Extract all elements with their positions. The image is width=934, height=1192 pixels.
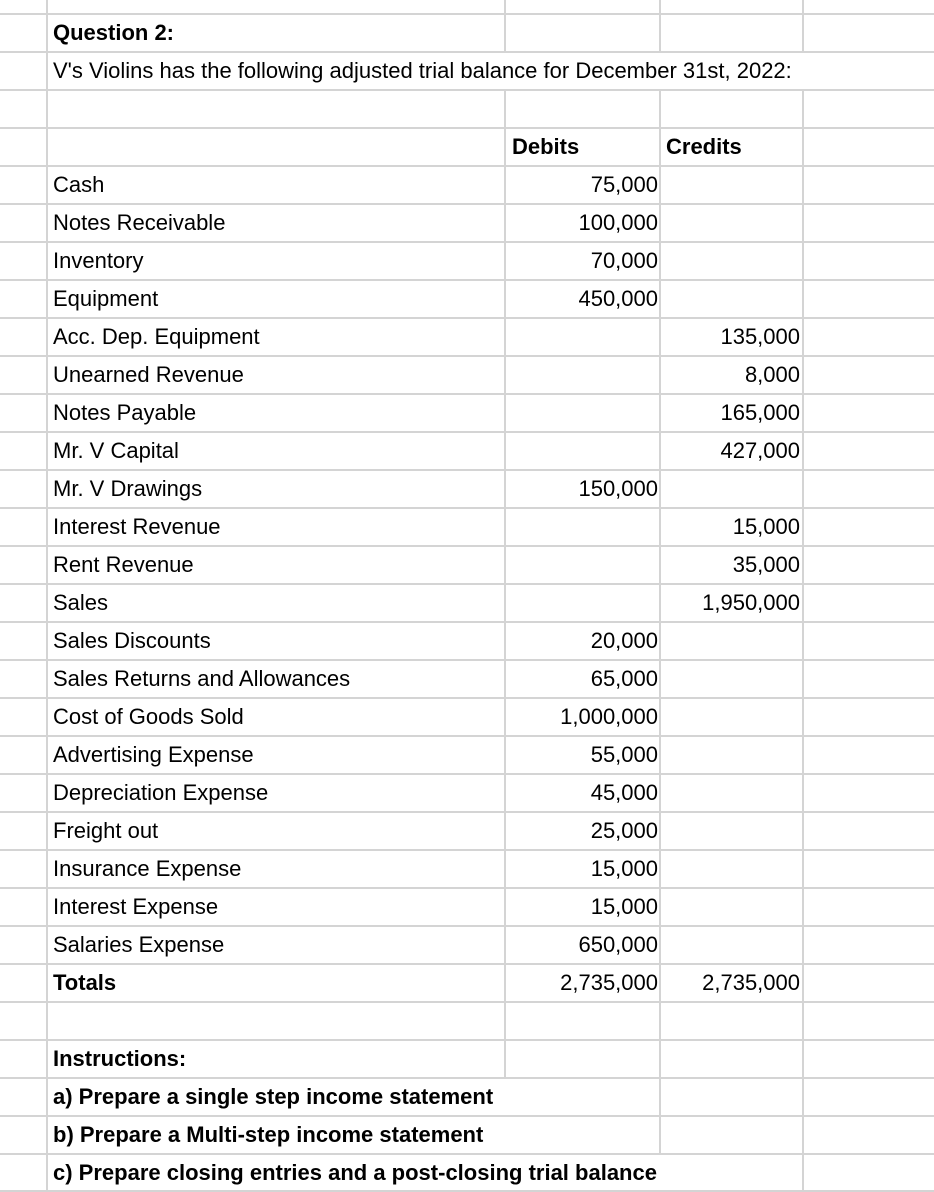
credit-amount: 165,000 xyxy=(720,400,800,425)
account-name: Mr. V Capital xyxy=(53,438,179,463)
credit-amount: 135,000 xyxy=(720,324,800,349)
account-name: Rent Revenue xyxy=(53,552,194,577)
credit-amount xyxy=(660,737,800,773)
credit-amount xyxy=(660,889,800,925)
account-name: Sales Returns and Allowances xyxy=(53,666,351,691)
account-name: Salaries Expense xyxy=(53,932,225,957)
account-name: Interest Revenue xyxy=(53,514,221,539)
debit-amount: 20,000 xyxy=(590,628,658,653)
debit-amount: 25,000 xyxy=(590,818,658,843)
column-gridline xyxy=(802,0,804,1192)
question-title: Question 2: xyxy=(53,20,175,45)
debit-amount xyxy=(508,509,658,545)
debit-amount xyxy=(508,433,658,469)
debit-amount xyxy=(508,357,658,393)
account-name: Equipment xyxy=(53,286,159,311)
account-name: Interest Expense xyxy=(53,894,219,919)
debit-amount: 100,000 xyxy=(578,210,658,235)
credit-amount xyxy=(660,775,800,811)
debit-amount xyxy=(508,585,658,621)
debits-header: Debits xyxy=(512,134,580,159)
debit-amount: 75,000 xyxy=(590,172,658,197)
debit-amount xyxy=(508,395,658,431)
credit-total: 2,735,000 xyxy=(702,970,800,995)
debit-total: 2,735,000 xyxy=(560,970,658,995)
credit-amount xyxy=(660,281,800,317)
debit-amount: 1,000,000 xyxy=(560,704,658,729)
account-name: Freight out xyxy=(53,818,159,843)
column-gridline xyxy=(46,0,48,1192)
debit-amount: 450,000 xyxy=(578,286,658,311)
credit-amount xyxy=(660,661,800,697)
account-name: Sales xyxy=(53,590,109,615)
debit-amount: 15,000 xyxy=(590,894,658,919)
question-prompt: V's Violins has the following adjusted trial balance for December 31st, 2022: xyxy=(53,58,792,83)
account-name: Acc. Dep. Equipment xyxy=(53,324,260,349)
debit-amount: 45,000 xyxy=(590,780,658,805)
account-name: Notes Payable xyxy=(53,400,197,425)
credit-amount xyxy=(660,851,800,887)
credit-amount xyxy=(660,927,800,963)
credit-amount: 427,000 xyxy=(720,438,800,463)
credit-amount: 8,000 xyxy=(744,362,800,387)
debit-amount: 70,000 xyxy=(590,248,658,273)
debit-amount: 65,000 xyxy=(590,666,658,691)
credit-amount: 1,950,000 xyxy=(702,590,800,615)
account-name: Unearned Revenue xyxy=(53,362,244,387)
credit-amount xyxy=(660,699,800,735)
account-name: Inventory xyxy=(53,248,144,273)
account-name: Advertising Expense xyxy=(53,742,254,767)
totals-label: Totals xyxy=(53,970,117,995)
instruction-item: b) Prepare a Multi-step income statement xyxy=(53,1122,484,1147)
account-name: Depreciation Expense xyxy=(53,780,269,805)
credit-amount xyxy=(660,623,800,659)
debit-amount xyxy=(508,547,658,583)
debit-amount xyxy=(508,319,658,355)
credit-amount xyxy=(660,167,800,203)
row-gridline xyxy=(0,1001,934,1003)
account-name: Cash xyxy=(53,172,105,197)
account-name: Insurance Expense xyxy=(53,856,242,881)
row-gridline xyxy=(0,127,934,129)
account-name: Cost of Goods Sold xyxy=(53,704,244,729)
instruction-item: a) Prepare a single step income statement xyxy=(53,1084,494,1109)
credit-amount xyxy=(660,471,800,507)
account-name: Mr. V Drawings xyxy=(53,476,203,501)
credit-amount: 35,000 xyxy=(732,552,800,577)
credit-amount xyxy=(660,243,800,279)
account-name: Notes Receivable xyxy=(53,210,226,235)
debit-amount: 150,000 xyxy=(578,476,658,501)
column-gridline xyxy=(504,0,506,1192)
credit-amount xyxy=(660,813,800,849)
row-gridline xyxy=(0,89,934,91)
instruction-item: c) Prepare closing entries and a post-closing trial balance xyxy=(53,1160,657,1185)
credit-amount xyxy=(660,205,800,241)
instructions-title: Instructions: xyxy=(53,1046,187,1071)
debit-amount: 650,000 xyxy=(578,932,658,957)
debit-amount: 15,000 xyxy=(590,856,658,881)
account-name: Sales Discounts xyxy=(53,628,211,653)
credits-header: Credits xyxy=(666,134,742,159)
credit-amount: 15,000 xyxy=(732,514,800,539)
debit-amount: 55,000 xyxy=(590,742,658,767)
